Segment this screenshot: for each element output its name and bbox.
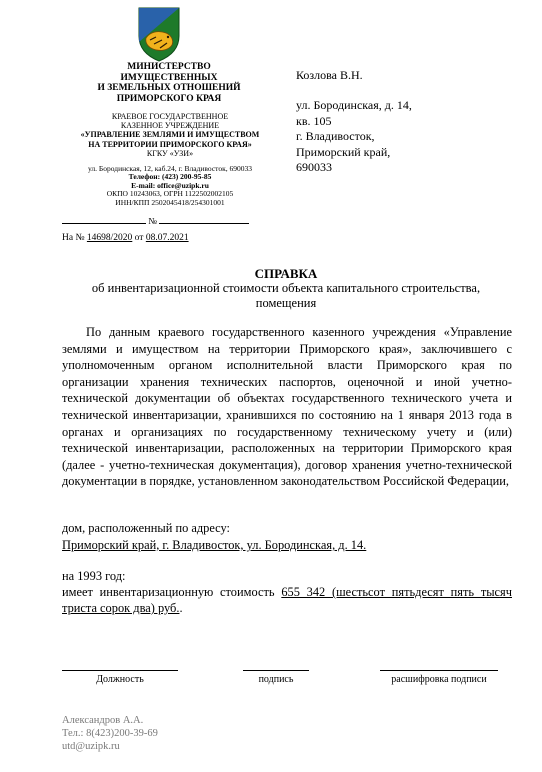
reg-number-sign: №: [148, 216, 157, 226]
signature-label: подпись: [258, 674, 294, 685]
inventory-value: [62, 584, 512, 616]
ministry-line: И ЗЕМЕЛЬНЫХ ОТНОШЕНИЙ: [97, 83, 241, 93]
executor-phone: Тел.: 8(423)200-39-69: [62, 728, 158, 739]
position-label: Должность: [96, 674, 144, 685]
ministry-line: ИМУЩЕСТВЕННЫХ: [120, 72, 218, 83]
position-signature-line: [62, 670, 178, 671]
decode-signature-line: [380, 670, 498, 671]
institution-contacts: [60, 165, 280, 207]
primorye-coat-of-arms-emblem: [136, 6, 182, 62]
ref-prefix: На №: [62, 233, 85, 243]
decode-label: расшифровка подписи: [391, 674, 487, 685]
executor-name: Александров А.А.: [62, 715, 144, 726]
addressee-line: г. Владивосток,: [296, 129, 375, 143]
reg-number-blank: [159, 223, 249, 224]
object-address-label: дом, расположенный по адресу:: [62, 521, 230, 535]
object-address-value: Приморский край, г. Владивосток, ул. Бородинская, д. 14.: [62, 538, 367, 552]
addressee-line: кв. 105: [296, 113, 332, 128]
value-prefix: имеет инвентаризационную стоимость: [62, 585, 275, 599]
inst-line: КРАЕВОЕ ГОСУДАРСТВЕННОЕ: [111, 112, 229, 121]
inst-email: E-mail: office@uzipk.ru: [131, 180, 209, 190]
registration-line: [62, 216, 262, 226]
inst-address: ул. Бородинская, 12, каб.24, г. Владивосток, 690033: [88, 164, 252, 173]
institution-name: [60, 112, 280, 158]
document-title: СПРАВКА: [254, 266, 318, 281]
document-subtitle: об инвентаризационной стоимости объекта капитального строительства, помещения: [91, 281, 481, 310]
ministry-line: ПРИМОРСКОГО КРАЯ: [116, 93, 222, 104]
executor-email: utd@uzipk.ru: [62, 741, 120, 752]
reg-date-blank: [62, 223, 146, 224]
ministry-name: [80, 62, 258, 104]
ref-number: 14698/2020: [86, 233, 133, 243]
addressee-address: [296, 98, 516, 176]
main-paragraph: По данным краевого государственного казенного учреждения «Управление землями и имуществом на территории Приморского края», заключившего с уполномоченным органом исполнительной власти Приморского края по организации хранения технических паспортов, оценочной и иной учетно-технической документации об объектах государственного технического учета и технической инвентаризации, хранившихся по состоянию на 1 января 2013 года в органах и организациях по государственному техническому учету и (или) технической инвентаризации, расположенных на территории Приморского края (далее - учетно-техническая документация), договор хранения учетно-технической документации в порядке, установленном законодательством Российской Федерации,: [62, 325, 512, 489]
value-amount: 655 342 (шестьсот пятьдесят пять тысяч триста сорок два) руб.: [62, 585, 512, 615]
ref-mid: от: [134, 233, 144, 243]
inst-bold-line: «УПРАВЛЕНИЕ ЗЕМЛЯМИ И ИМУЩЕСТВОМ: [80, 130, 260, 140]
inst-inn: ИНН/КПП 2502045418/254301001: [115, 197, 225, 207]
reference-line: [62, 233, 189, 243]
addressee-name: Козлова В.Н.: [296, 68, 363, 82]
addressee-line: 690033: [296, 160, 332, 174]
inst-phone: Телефон: (423) 200-95-85: [128, 172, 212, 182]
inst-line: КАЗЕННОЕ УЧРЕЖДЕНИЕ: [120, 121, 220, 131]
signature-line: [243, 670, 309, 671]
ref-date: 08.07.2021: [145, 233, 189, 243]
inst-short-name: КГКУ «УЗИ»: [146, 148, 194, 158]
inst-okpo: ОКПО 10243063, ОГРН 1122502002105: [106, 189, 234, 199]
addressee-line: ул. Бородинская, д. 14,: [296, 98, 412, 112]
year-label: на 1993 год:: [62, 569, 126, 583]
addressee-line: Приморский край,: [296, 144, 391, 159]
value-suffix: .: [179, 601, 183, 615]
executor-info: [62, 714, 158, 753]
ministry-line: МИНИСТЕРСТВО: [127, 62, 211, 72]
inst-bold-line: НА ТЕРРИТОРИИ ПРИМОРСКОГО КРАЯ»: [88, 139, 252, 149]
